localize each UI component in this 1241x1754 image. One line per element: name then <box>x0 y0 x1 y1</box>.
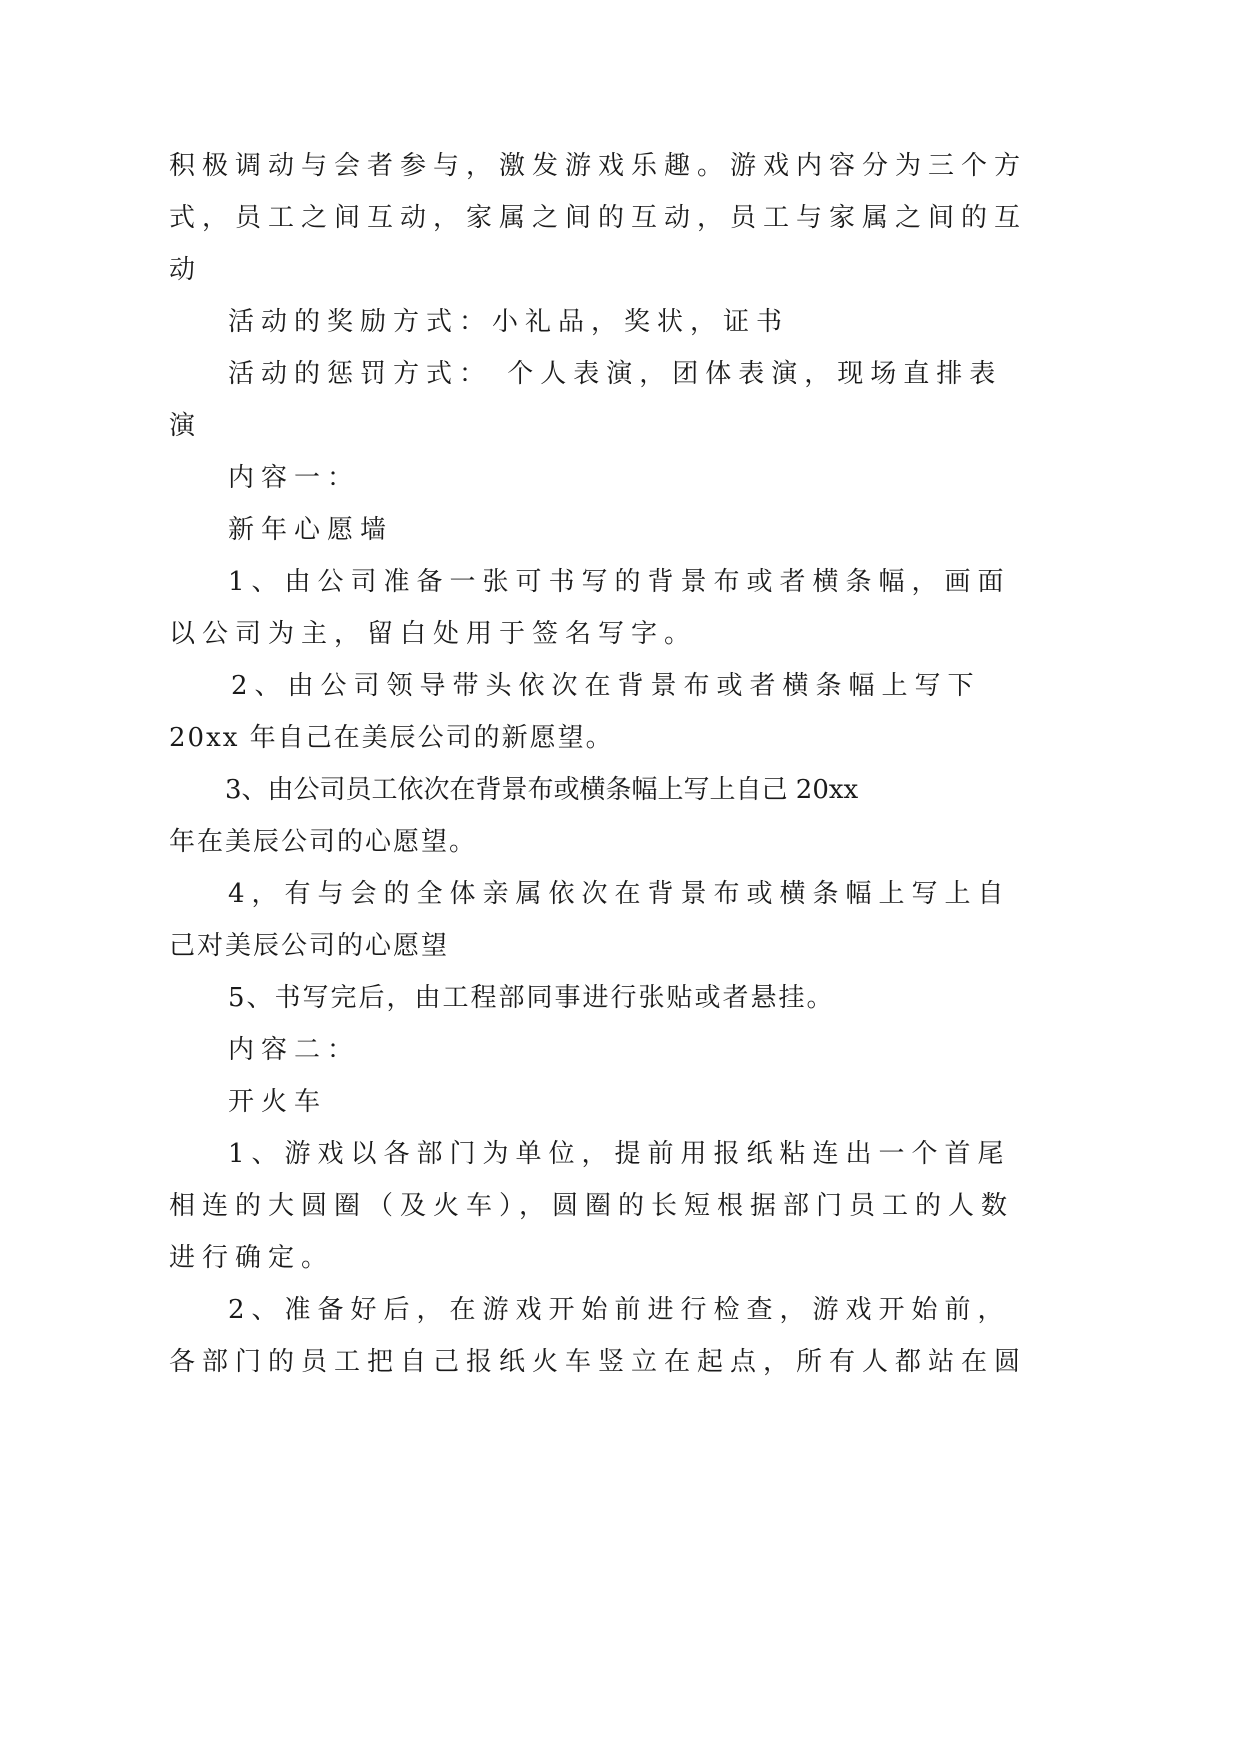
list-item-line: 相连的大圆圈（及火车），圆圈的长短根据部门员工的人数 <box>169 1191 1015 1221</box>
list-item-line: 20xx 年自己在美辰公司的新愿望。 <box>169 723 614 753</box>
paragraph-line: 演 <box>169 411 203 441</box>
list-item-line: 2、由公司领导带头依次在背景布或者横条幅上写下 <box>231 671 981 701</box>
list-item-line: 己对美辰公司的心愿望 <box>169 931 450 961</box>
section-title: 新年心愿墙 <box>228 515 394 545</box>
list-item-line: 5、书写完后，由工程部同事进行张贴或者悬挂。 <box>228 983 835 1013</box>
section-title: 开火车 <box>228 1087 328 1117</box>
paragraph-line: 式，员工之间互动，家属之间的互动，员工与家属之间的互 <box>169 203 1028 233</box>
paragraph-line: 活动的奖励方式：小礼品，奖状，证书 <box>228 307 790 337</box>
list-item-line: 3、由公司员工依次在背景布或横条幅上写上自己 20xx <box>225 775 859 805</box>
list-item-line: 以公司为主，留白处用于签名写字。 <box>169 619 698 649</box>
list-item-line: 4，有与会的全体亲属依次在背景布或横条幅上写上自 <box>228 879 1011 909</box>
list-item-line: 1、游戏以各部门为单位，提前用报纸粘连出一个首尾 <box>228 1139 1011 1169</box>
paragraph-line: 动 <box>169 255 203 285</box>
list-item-line: 1、由公司准备一张可书写的背景布或者横条幅，画面 <box>228 567 1011 597</box>
paragraph-line: 积极调动与会者参与，激发游戏乐趣。游戏内容分为三个方 <box>169 151 1028 181</box>
list-item-line: 进行确定。 <box>169 1243 335 1273</box>
list-item-line: 各部门的员工把自己报纸火车竖立在起点，所有人都站在圆 <box>169 1347 1028 1377</box>
list-item-line: 2、准备好后，在游戏开始前进行检查，游戏开始前， <box>228 1295 1011 1325</box>
section-heading: 内容二： <box>228 1035 361 1065</box>
section-heading: 内容一： <box>228 463 361 493</box>
paragraph-line: 活动的惩罚方式： 个人表演，团体表演，现场直排表 <box>228 359 1003 389</box>
list-item-line: 年在美辰公司的心愿望。 <box>169 827 478 857</box>
